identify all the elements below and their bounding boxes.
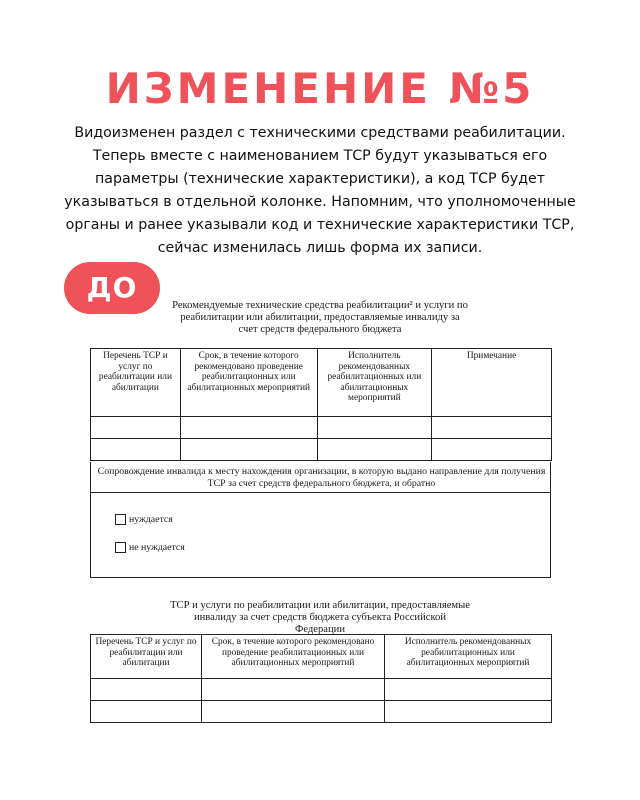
table-cell [180,439,317,461]
table-cell [432,417,552,439]
intro-text: Видоизменен раздел с техническими средствами реабилитации. Теперь вместе с наименованием ТСР будут указываться его параметры (технические характеристики), а код ТСР будет указываться в отдельной колонке. Напомним, что уполномоченные органы и ранее указывали код и технические характеристики ТСР, сейчас изменилась лишь форма их записи. [64,125,576,256]
col-header-note: Примечание [432,349,552,417]
before-badge: ДО [64,262,160,314]
option-label: не нуждается [129,542,185,553]
col-header-list: Перечень ТСР и услуг по реабилитации или абилитации [91,635,202,679]
section2-caption: ТСР и услуги по реабилитации или абилитации, предоставляемые инвалиду за счет средств бюджета субъекта Российской Федерации [170,600,470,635]
option-not-needs[interactable] [115,542,185,553]
table-row [91,439,552,461]
col-header-term: Срок, в течение которого рекомендовано проведение реабилитационных или абилитационных мероприятий [180,349,317,417]
checkbox-icon[interactable] [115,542,126,553]
escort-text: Сопровождение инвалида к месту нахождения организации, в которую выдано направление для получения ТСР за счет средств федерального бюджета, и обратно [97,466,546,489]
table-cell [432,439,552,461]
table-cell [91,701,202,723]
table-cell [202,679,385,701]
page-title: ИЗМЕНЕНИЕ №5 [105,64,535,113]
table-row [91,417,552,439]
table-cell [385,701,552,723]
table-row [91,701,552,723]
table-cell [385,679,552,701]
table-cell [91,679,202,701]
section1-table [90,348,552,461]
col-header-list: Перечень ТСР и услуг по реабилитации или абилитации [91,349,181,417]
table-cell [91,439,181,461]
col-header-executor: Исполнитель рекомендованных реабилитационных или абилитационных мероприятий [317,349,432,417]
table-header-row [91,635,552,679]
table-cell [317,439,432,461]
checkbox-icon[interactable] [115,514,126,525]
section1-caption: Рекомендуемые технические средства реабилитации² и услуги по реабилитации или абилитации, предоставляемые инвалиду за счет средств федерального бюджета [172,300,468,335]
table-cell [180,417,317,439]
table-cell [91,417,181,439]
option-label: нуждается [129,514,173,525]
escort-block [90,462,551,578]
divider [91,492,550,493]
section2-table [90,634,552,723]
col-header-term: Срок, в течение которого рекомендовано проведение реабилитационных или абилитационных мероприятий [202,635,385,679]
table-row [91,679,552,701]
table-cell [202,701,385,723]
table-cell [317,417,432,439]
option-needs[interactable] [115,514,173,525]
col-header-executor: Исполнитель рекомендованных реабилитационных или абилитационных мероприятий [385,635,552,679]
table-header-row [91,349,552,417]
